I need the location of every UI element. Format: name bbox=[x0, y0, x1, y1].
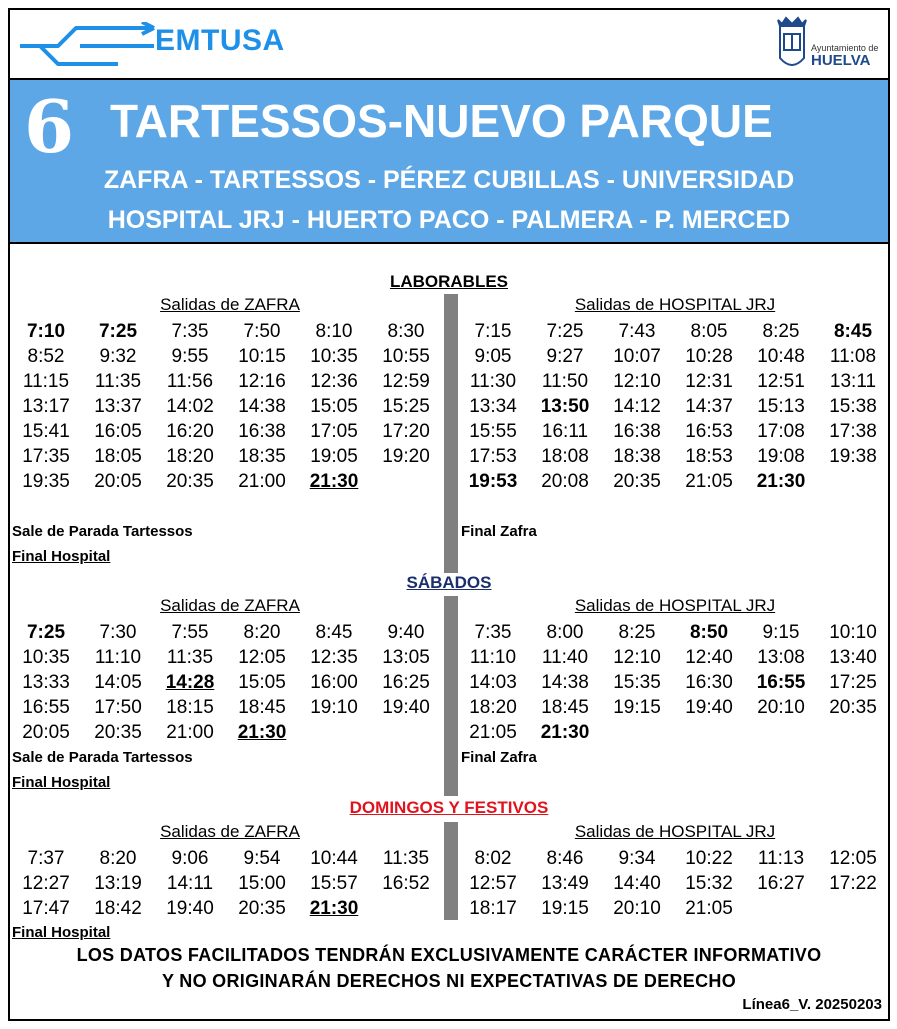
column-head-hospital: Salidas de HOSPITAL JRJ bbox=[574, 822, 776, 841]
note-final: Final Zafra bbox=[461, 523, 537, 540]
departure-time: 11:50 bbox=[541, 371, 589, 392]
departure-time: 20:10 bbox=[757, 697, 805, 718]
departure-time: 16:20 bbox=[166, 421, 214, 442]
departure-time: 18:05 bbox=[94, 446, 142, 467]
departure-time: 21:30 bbox=[309, 471, 359, 492]
times-row bbox=[457, 645, 889, 670]
departure-time: 10:22 bbox=[685, 848, 733, 869]
departure-time: 11:35 bbox=[94, 371, 142, 392]
departure-time: 10:15 bbox=[238, 346, 286, 367]
departure-time: 21:30 bbox=[309, 898, 359, 919]
times-row bbox=[457, 419, 889, 444]
times-row bbox=[457, 846, 889, 871]
departure-time: 12:35 bbox=[310, 647, 358, 668]
departure-time: 11:35 bbox=[382, 848, 430, 869]
times-row bbox=[10, 469, 442, 494]
departure-time: 13:08 bbox=[757, 647, 805, 668]
departure-time: 16:27 bbox=[757, 873, 805, 894]
departure-time: 13:17 bbox=[22, 396, 70, 417]
departure-time bbox=[745, 720, 817, 745]
departure-time: 13:37 bbox=[94, 396, 142, 417]
departure-time: 18:38 bbox=[613, 446, 661, 467]
version-label: Línea6_V. 20250203 bbox=[742, 996, 882, 1013]
note-final: Final Zafra bbox=[461, 749, 537, 766]
departure-time: 8:45 bbox=[315, 622, 353, 643]
times-row bbox=[457, 720, 889, 745]
times-row bbox=[457, 319, 889, 344]
departure-time: 8:25 bbox=[762, 321, 800, 342]
departure-time: 7:50 bbox=[243, 321, 281, 342]
times-row bbox=[10, 369, 442, 394]
times-grid bbox=[457, 620, 889, 745]
departure-time: 8:20 bbox=[243, 622, 281, 643]
times-row bbox=[457, 896, 889, 921]
departure-time: 18:53 bbox=[685, 446, 733, 467]
departure-time: 12:40 bbox=[685, 647, 733, 668]
departure-time: 12:10 bbox=[613, 647, 661, 668]
departure-time bbox=[370, 896, 442, 921]
departure-time: 11:10 bbox=[469, 647, 517, 668]
departure-time: 21:00 bbox=[166, 722, 214, 743]
departure-time: 19:10 bbox=[310, 697, 358, 718]
departure-time: 19:15 bbox=[541, 898, 589, 919]
departure-time: 11:13 bbox=[757, 848, 805, 869]
departure-time: 9:34 bbox=[618, 848, 656, 869]
departure-time: 7:25 bbox=[546, 321, 584, 342]
departure-time: 16:30 bbox=[685, 672, 733, 693]
note-final: Final Hospital bbox=[12, 774, 111, 791]
departure-time: 20:35 bbox=[829, 697, 877, 718]
departure-time: 8:05 bbox=[690, 321, 728, 342]
departure-time: 9:05 bbox=[474, 346, 512, 367]
departure-time: 16:25 bbox=[382, 672, 430, 693]
departure-time: 9:54 bbox=[243, 848, 281, 869]
departure-time: 17:38 bbox=[829, 421, 877, 442]
departure-time: 7:35 bbox=[171, 321, 209, 342]
departure-time: 15:05 bbox=[310, 396, 358, 417]
departure-time: 10:35 bbox=[22, 647, 70, 668]
route-stops-1: ZAFRA - TARTESSOS - PÉREZ CUBILLAS - UNIVERSIDAD bbox=[103, 166, 795, 194]
column-divider bbox=[444, 596, 458, 796]
times-row bbox=[10, 319, 442, 344]
departure-time: 9:32 bbox=[99, 346, 137, 367]
times-grid bbox=[10, 846, 442, 921]
times-row bbox=[457, 344, 889, 369]
departure-time: 9:55 bbox=[171, 346, 209, 367]
times-row bbox=[10, 645, 442, 670]
departure-time: 12:10 bbox=[613, 371, 661, 392]
times-row bbox=[457, 871, 889, 896]
departure-time: 12:27 bbox=[22, 873, 70, 894]
times-row bbox=[457, 670, 889, 695]
departure-time: 10:10 bbox=[829, 622, 877, 643]
departure-time: 13:50 bbox=[540, 396, 590, 417]
departure-time: 9:27 bbox=[546, 346, 584, 367]
brand-name: EMTUSA bbox=[155, 24, 285, 57]
council-label: Ayuntamiento de bbox=[811, 43, 879, 53]
departure-time: 14:40 bbox=[613, 873, 661, 894]
departure-time: 11:30 bbox=[469, 371, 517, 392]
line-banner bbox=[10, 78, 888, 244]
departure-time: 18:20 bbox=[469, 697, 517, 718]
departure-time: 19:40 bbox=[166, 898, 214, 919]
times-grid bbox=[457, 846, 889, 921]
departure-time: 14:38 bbox=[238, 396, 286, 417]
times-grid bbox=[10, 620, 442, 745]
departure-time: 8:00 bbox=[546, 622, 584, 643]
column-head-zafra: Salidas de ZAFRA bbox=[160, 596, 300, 615]
departure-time: 14:28 bbox=[165, 672, 215, 693]
departure-time: 14:37 bbox=[685, 396, 733, 417]
departure-time: 15:25 bbox=[382, 396, 430, 417]
departure-time: 18:45 bbox=[541, 697, 589, 718]
departure-time: 19:08 bbox=[757, 446, 805, 467]
departure-time: 21:05 bbox=[469, 722, 517, 743]
disclaimer bbox=[10, 942, 888, 994]
departure-time: 9:40 bbox=[387, 622, 425, 643]
departure-time: 18:08 bbox=[541, 446, 589, 467]
departure-time: 13:34 bbox=[469, 396, 517, 417]
times-grid bbox=[457, 319, 889, 494]
departure-time bbox=[817, 720, 889, 745]
note-final: Final Hospital bbox=[12, 548, 111, 565]
departure-time: 20:05 bbox=[22, 722, 70, 743]
departure-time: 7:25 bbox=[26, 622, 66, 643]
departure-time: 20:35 bbox=[94, 722, 142, 743]
departure-time: 19:05 bbox=[310, 446, 358, 467]
departure-time: 8:30 bbox=[387, 321, 425, 342]
departure-time: 16:53 bbox=[685, 421, 733, 442]
times-row bbox=[10, 394, 442, 419]
departure-time: 17:05 bbox=[310, 421, 358, 442]
departure-time: 14:12 bbox=[613, 396, 661, 417]
line-title: TARTESSOS-NUEVO PARQUE bbox=[110, 95, 773, 147]
departure-time: 8:20 bbox=[99, 848, 137, 869]
departure-time: 17:35 bbox=[22, 446, 70, 467]
departure-time: 13:11 bbox=[829, 371, 877, 392]
departure-time: 17:08 bbox=[757, 421, 805, 442]
column-head-hospital: Salidas de HOSPITAL JRJ bbox=[574, 596, 776, 615]
line-number: 6 bbox=[24, 84, 75, 169]
departure-time: 17:53 bbox=[469, 446, 517, 467]
column-divider bbox=[444, 822, 458, 920]
departure-time: 16:11 bbox=[541, 421, 589, 442]
departure-time: 8:46 bbox=[546, 848, 584, 869]
departure-time: 11:56 bbox=[166, 371, 214, 392]
departure-time: 8:25 bbox=[618, 622, 656, 643]
note-final: Final Hospital bbox=[12, 924, 111, 941]
section-title-laborables: LABORABLES bbox=[10, 272, 888, 292]
times-row bbox=[10, 670, 442, 695]
departure-time: 15:38 bbox=[829, 396, 877, 417]
departure-time: 10:48 bbox=[757, 346, 805, 367]
departure-time: 14:11 bbox=[166, 873, 214, 894]
departure-time: 18:35 bbox=[238, 446, 286, 467]
departure-time: 21:05 bbox=[685, 471, 733, 492]
departure-time bbox=[370, 469, 442, 494]
departure-time: 10:44 bbox=[310, 848, 358, 869]
departure-time: 11:35 bbox=[166, 647, 214, 668]
departure-time: 11:10 bbox=[94, 647, 142, 668]
departure-time bbox=[370, 720, 442, 745]
departure-time: 7:37 bbox=[27, 848, 65, 869]
departure-time: 13:40 bbox=[829, 647, 877, 668]
departure-time: 12:31 bbox=[685, 371, 733, 392]
departure-time bbox=[601, 720, 673, 745]
column-head-zafra: Salidas de ZAFRA bbox=[160, 295, 300, 314]
departure-time: 20:35 bbox=[166, 471, 214, 492]
column-head-zafra: Salidas de ZAFRA bbox=[160, 822, 300, 841]
departure-time: 12:59 bbox=[382, 371, 430, 392]
departure-time: 13:49 bbox=[541, 873, 589, 894]
departure-time: 14:03 bbox=[469, 672, 517, 693]
departure-time: 15:35 bbox=[613, 672, 661, 693]
note-departure: Sale de Parada Tartessos bbox=[12, 749, 193, 766]
departure-time: 7:30 bbox=[99, 622, 137, 643]
departure-time: 14:05 bbox=[94, 672, 142, 693]
departure-time: 12:16 bbox=[238, 371, 286, 392]
departure-time: 16:05 bbox=[94, 421, 142, 442]
departure-time: 9:15 bbox=[762, 622, 800, 643]
times-row bbox=[457, 620, 889, 645]
departure-time: 19:15 bbox=[613, 697, 661, 718]
times-row bbox=[10, 344, 442, 369]
times-row bbox=[457, 369, 889, 394]
times-row bbox=[457, 469, 889, 494]
times-row bbox=[10, 871, 442, 896]
departure-time: 16:38 bbox=[613, 421, 661, 442]
times-row bbox=[457, 394, 889, 419]
departure-time: 17:47 bbox=[22, 898, 70, 919]
times-row bbox=[10, 620, 442, 645]
departure-time: 7:43 bbox=[618, 321, 656, 342]
departure-time: 7:35 bbox=[474, 622, 512, 643]
departure-time: 14:38 bbox=[541, 672, 589, 693]
departure-time: 20:10 bbox=[613, 898, 661, 919]
departure-time: 7:15 bbox=[474, 321, 512, 342]
disclaimer-line-1: LOS DATOS FACILITADOS TENDRÁN EXCLUSIVAMENTE CARÁCTER INFORMATIVO bbox=[76, 945, 822, 965]
departure-time: 19:40 bbox=[685, 697, 733, 718]
departure-time: 16:38 bbox=[238, 421, 286, 442]
departure-time: 11:40 bbox=[541, 647, 589, 668]
departure-time: 11:15 bbox=[22, 371, 70, 392]
departure-time: 7:25 bbox=[98, 321, 138, 342]
departure-time bbox=[817, 896, 889, 921]
departure-time: 13:05 bbox=[382, 647, 430, 668]
departure-time: 14:02 bbox=[166, 396, 214, 417]
departure-time: 16:55 bbox=[22, 697, 70, 718]
departure-time: 7:10 bbox=[26, 321, 66, 342]
departure-time: 19:53 bbox=[468, 471, 518, 492]
departure-time: 15:41 bbox=[22, 421, 70, 442]
column-divider bbox=[444, 294, 458, 574]
departure-time: 13:33 bbox=[22, 672, 70, 693]
times-row bbox=[10, 846, 442, 871]
departure-time: 18:45 bbox=[238, 697, 286, 718]
departure-time: 16:00 bbox=[310, 672, 358, 693]
times-row bbox=[457, 444, 889, 469]
departure-time: 20:35 bbox=[613, 471, 661, 492]
departure-time: 8:52 bbox=[27, 346, 65, 367]
departure-time: 15:00 bbox=[238, 873, 286, 894]
departure-time: 15:57 bbox=[310, 873, 358, 894]
departure-time: 10:55 bbox=[382, 346, 430, 367]
departure-time: 19:35 bbox=[22, 471, 70, 492]
departure-time: 12:36 bbox=[310, 371, 358, 392]
departure-time: 21:05 bbox=[685, 898, 733, 919]
note-departure: Sale de Parada Tartessos bbox=[12, 523, 193, 540]
timetable-sheet bbox=[8, 8, 890, 1021]
times-row bbox=[10, 720, 442, 745]
departure-time: 9:06 bbox=[171, 848, 209, 869]
departure-time bbox=[817, 469, 889, 494]
departure-time: 18:17 bbox=[469, 898, 517, 919]
departure-time bbox=[673, 720, 745, 745]
departure-time: 10:28 bbox=[685, 346, 733, 367]
departure-time: 19:40 bbox=[382, 697, 430, 718]
times-row bbox=[10, 695, 442, 720]
departure-time: 17:20 bbox=[382, 421, 430, 442]
departure-time: 17:22 bbox=[829, 873, 877, 894]
departure-time: 7:55 bbox=[171, 622, 209, 643]
times-row bbox=[10, 896, 442, 921]
departure-time: 12:05 bbox=[238, 647, 286, 668]
departure-time: 10:07 bbox=[613, 346, 661, 367]
departure-time: 20:35 bbox=[238, 898, 286, 919]
section-title-domingos: DOMINGOS Y FESTIVOS bbox=[10, 798, 888, 818]
departure-time: 20:08 bbox=[541, 471, 589, 492]
departure-time: 15:05 bbox=[238, 672, 286, 693]
column-head-hospital: Salidas de HOSPITAL JRJ bbox=[574, 295, 776, 314]
departure-time: 13:19 bbox=[94, 873, 142, 894]
times-row bbox=[10, 444, 442, 469]
council-name: HUELVA bbox=[811, 52, 871, 69]
disclaimer-line-2: Y NO ORIGINARÁN DERECHOS NI EXPECTATIVAS DE DERECHO bbox=[161, 971, 737, 991]
departure-time: 21:30 bbox=[756, 471, 806, 492]
departure-time: 12:05 bbox=[829, 848, 877, 869]
departure-time: 11:08 bbox=[829, 346, 877, 367]
departure-time: 18:42 bbox=[94, 898, 142, 919]
section-title-sabados: SÁBADOS bbox=[10, 573, 888, 593]
departure-time: 12:57 bbox=[469, 873, 517, 894]
route-stops-2: HOSPITAL JRJ - HUERTO PACO - PALMERA - P. MERCED bbox=[107, 206, 791, 234]
departure-time: 16:52 bbox=[382, 873, 430, 894]
departure-time bbox=[745, 896, 817, 921]
departure-time: 18:20 bbox=[166, 446, 214, 467]
times-row bbox=[457, 695, 889, 720]
times-grid bbox=[10, 319, 442, 494]
departure-time: 8:45 bbox=[833, 321, 873, 342]
departure-time: 15:32 bbox=[685, 873, 733, 894]
departure-time: 16:55 bbox=[756, 672, 806, 693]
departure-time: 20:05 bbox=[94, 471, 142, 492]
departure-time: 19:38 bbox=[829, 446, 877, 467]
header bbox=[10, 10, 888, 78]
departure-time: 21:30 bbox=[540, 722, 590, 743]
departure-time: 17:25 bbox=[829, 672, 877, 693]
departure-time: 8:02 bbox=[474, 848, 512, 869]
departure-time: 15:55 bbox=[469, 421, 517, 442]
departure-time: 19:20 bbox=[382, 446, 430, 467]
departure-time: 15:13 bbox=[757, 396, 805, 417]
departure-time: 8:10 bbox=[315, 321, 353, 342]
departure-time: 12:51 bbox=[757, 371, 805, 392]
departure-time bbox=[298, 720, 370, 745]
departure-time: 18:15 bbox=[166, 697, 214, 718]
departure-time: 17:50 bbox=[94, 697, 142, 718]
departure-time: 21:00 bbox=[238, 471, 286, 492]
departure-time: 10:35 bbox=[310, 346, 358, 367]
departure-time: 8:50 bbox=[689, 622, 729, 643]
departure-time: 21:30 bbox=[237, 722, 287, 743]
times-row bbox=[10, 419, 442, 444]
